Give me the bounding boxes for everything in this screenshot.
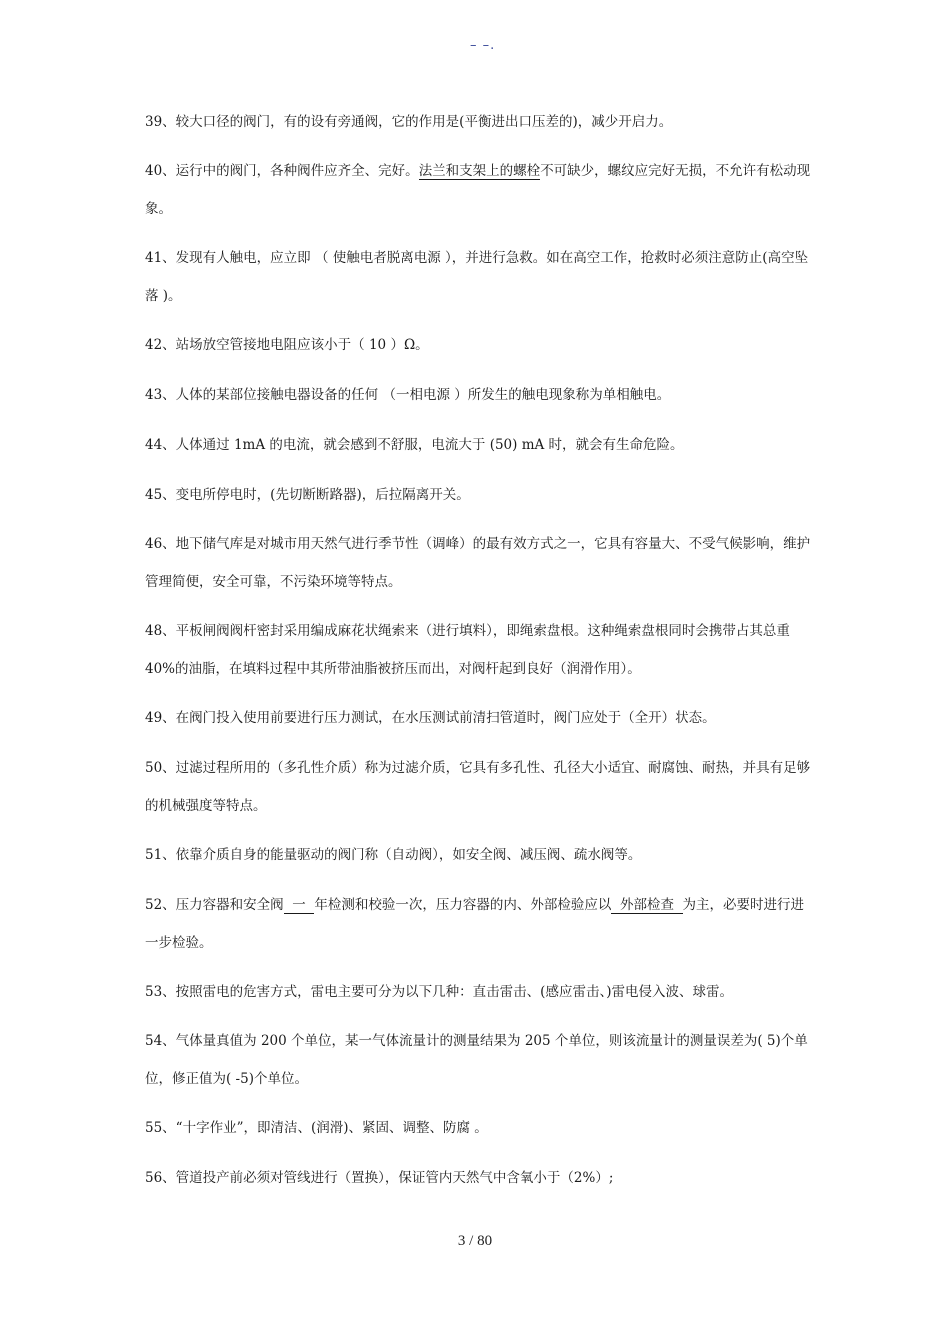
question-45: 45、变电所停电时，(先切断断路器)，后拉隔离开关。: [145, 487, 470, 503]
question-52: 52、压力容器和安全阀 一 年检测和校验一次，压力容器的内、外部检验应以 外部检查 为主，必要时进行进一步检验。: [145, 897, 805, 951]
underlined-answer: 法兰和支架上的螺栓: [418, 163, 541, 179]
question-43: 43、人体的某部位接触电器设备的任何 （一相电源 ）所发生的触电现象称为单相触电。: [145, 387, 671, 403]
question-51: 51、依靠介质自身的能量驱动的阀门称（自动阀），如安全阀、减压阀、疏水阀等。: [145, 847, 642, 863]
question-48: 48、平板闸阀阀杆密封采用编成麻花状绳索来（进行填料），即绳索盘根。这种绳索盘根同时会携带占其总重 40%的油脂，在填料过程中其所带油脂被挤压而出，对阀杆起到良好（润滑作用）。: [145, 623, 790, 677]
underlined-answer: 一: [283, 897, 315, 913]
question-49: 49、在阀门投入使用前要进行压力测试，在水压测试前清扫管道时，阀门应处于（全开）状态。: [145, 710, 716, 726]
question-41: 41、发现有人触电，应立即 （ 使触电者脱离电源 ），并进行急救。如在高空工作，抢救时必须注意防止(高空坠落 )。: [145, 250, 809, 304]
page-number: 3 / 80: [457, 1233, 493, 1249]
question-54: 54、气体量真值为 200 个单位，某一气体流量计的测量结果为 205 个单位，则该流量计的测量误差为( 5)个单位，修正值为( -5)个单位。: [145, 1033, 808, 1087]
underlined-answer: 外部检查: [611, 897, 683, 913]
question-56: 56、管道投产前必须对管线进行（置换），保证管内天然气中含氧小于（2%）;: [145, 1170, 614, 1186]
header-mark: – –.: [470, 38, 496, 53]
question-50: 50、过滤过程所用的（多孔性介质）称为过滤介质，它具有多孔性、孔径大小适宜、耐腐蚀、耐热，并具有足够的机械强度等特点。: [145, 760, 811, 814]
question-46: 46、地下储气库是对城市用天然气进行季节性（调峰）的最有效方式之一，它具有容量大、不受气候影响，维护管理简便，安全可靠，不污染环境等特点。: [145, 536, 811, 590]
question-40: 40、运行中的阀门，各种阀件应齐全、完好。法兰和支架上的螺栓不可缺少，螺纹应完好无损，不允许有松动现象。: [145, 163, 811, 217]
question-44: 44、人体通过 1mA 的电流，就会感到不舒服，电流大于 (50) mA 时，就会有生命危险。: [145, 437, 684, 453]
question-55: 55、“十字作业”，即清洁、(润滑)、紧固、调整、防腐 。: [145, 1120, 488, 1136]
question-42: 42、站场放空管接地电阻应该小于（ 10 ）Ω。: [145, 337, 429, 353]
question-39: 39、较大口径的阀门，有的设有旁通阀，它的作用是(平衡进出口压差的)，减少开启力。: [145, 114, 673, 130]
question-53: 53、按照雷电的危害方式，雷电主要可分为以下几种：直击雷击、(感应雷击、)雷电侵入波、球雷。: [145, 984, 733, 1000]
